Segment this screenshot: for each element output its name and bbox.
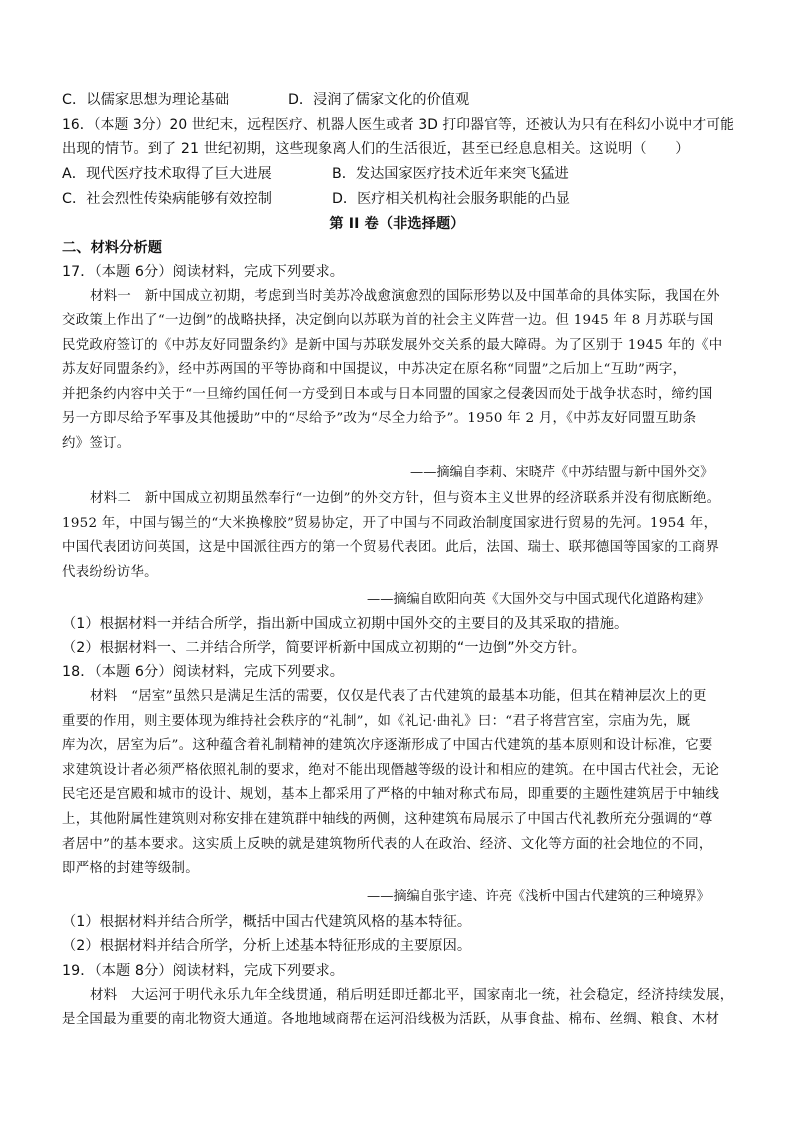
- q18-material-line-3: 库为次，居室为后”。这种蕴含着礼制精神的建筑次序逐渐形成了中国古代建筑的基本原则和设计标准，它要: [62, 738, 713, 753]
- q18-stem: 18．（本题 6分）阅读材料，完成下列要求。: [62, 664, 345, 680]
- q18-material-line-1: 材料 “居室”虽然只是满足生活的需要，仅仅是代表了古代建筑的最基本功能，但其在精神层次上的更: [90, 689, 707, 704]
- q18-ask-1: （1）根据材料并结合所学，概括中国古代建筑风格的基本特征。: [62, 914, 472, 930]
- q17-ask-1: （1）根据材料一并结合所学，指出新中国成立初期中国外交的主要目的及其采取的措施。: [62, 616, 629, 632]
- q17-material-2-line-3: 中国代表团访问英国，这是中国派往西方的第一个贸易代表团。此后，法国、瑞士、联邦德国等国家的工商界: [62, 540, 720, 555]
- q17-material-1-line-3: 民党政府签订的《中苏友好同盟条约》是新中国与苏联发展外交关系的最大障碍。为了区别于 1945 年的《中: [62, 338, 723, 353]
- q16-option-a: A．现代医疗技术取得了巨大进展: [62, 166, 272, 182]
- q17-material-2-source: ——摘编自欧阳向英《大国外交与中国式现代化道路构建》: [367, 592, 710, 607]
- q17-material-1-line-2: 交政策上作出了“一边倒”的战略抉择，决定倒向以苏联为首的社会主义阵营一边。但 1945 年 8 月苏联与国: [62, 313, 714, 328]
- q16-stem-line-2: 出现的情节。到了 21 世纪初期，这些现象离人们的生活很近，甚至已经息息相关。这说明（ ）: [62, 141, 690, 157]
- q16-option-b: B．发达国家医疗技术近年来突飞猛进: [332, 166, 569, 182]
- q17-material-2-line-4: 代表纷纷访华。: [62, 565, 158, 580]
- q17-material-2-line-1: 材料二 新中国成立初期虽然奉行“一边倒”的外交方针，但与资本主义世界的经济联系并没有彻底断绝。: [90, 491, 721, 506]
- q15-option-c: C．以儒家思想为理论基础: [62, 92, 230, 108]
- q17-material-1-line-4: 苏友好同盟条约》，经中苏两国的平等协商和中国提议，中苏决定在原名称“同盟”之后加上“互助”两字，: [62, 362, 687, 377]
- q17-stem: 17．（本题 6分）阅读材料，完成下列要求。: [62, 264, 345, 280]
- q16-option-d: D．医疗相关机构社会服务职能的凸显: [332, 191, 570, 207]
- q18-ask-2: （2）根据材料并结合所学，分析上述基本特征形成的主要原因。: [62, 938, 472, 954]
- q17-material-1-line-1: 材料一 新中国成立初期，考虑到当时美苏冷战愈演愈烈的国际形势以及中国革命的具体实际，我国在外: [90, 289, 720, 304]
- q17-material-1-line-5: 并把条约内容中关于“一旦缔约国任何一方受到日本或与日本同盟的国家之侵袭因而处于战争状态时，缔约国: [62, 387, 713, 402]
- q17-material-1-source: ——摘编自李莉、宋晓芹《中苏结盟与新中国外交》: [410, 465, 714, 480]
- q18-material-line-8: 即严格的封建等级制。: [62, 861, 199, 876]
- part-title: 二、材料分析题: [62, 240, 163, 256]
- q17-material-1-line-7: 约》签订。: [62, 436, 131, 451]
- q18-material-line-6: 上，其他附属性建筑则对称安排在建筑群中轴线的两侧，这种建筑布局展示了中国古代礼教所充分强调的“尊: [62, 812, 713, 827]
- q17-ask-2: （2）根据材料一、二并结合所学，简要评析新中国成立初期的“一边倒”外交方针。: [62, 640, 587, 656]
- q19-material-line-1: 材料 大运河于明代永乐九年全线贯通，稍后明廷即迁都北平，国家南北一统，社会稳定，经济持续发展，: [90, 988, 734, 1003]
- q16-option-c: C．社会烈性传染病能够有效控制: [62, 191, 273, 207]
- q15-option-d: D．浸润了儒家文化的价值观: [288, 92, 470, 108]
- q18-material-line-4: 求建筑设计者必须严格依照礼制的要求，绝对不能出现僭越等级的设计和相应的建筑。在中国古代社会，无论: [62, 763, 720, 778]
- q17-material-2-line-2: 1952 年，中国与锡兰的“大米换橡胶”贸易协定，开了中国与不同政治制度国家进行贸易的先河。1954 年，: [62, 516, 718, 531]
- volume-title: 第 II 卷（非选择题）: [329, 216, 465, 232]
- q18-material-line-7: 者居中”的基本要求。这实质上反映的就是建筑物所代表的人在政治、经济、文化等方面的社会地位的不同，: [62, 837, 713, 852]
- q18-material-line-5: 民宅还是宫殿和城市的设计、规划，基本上都采用了严格的中轴对称式布局，即重要的主题性建筑居于中轴线: [62, 787, 720, 802]
- q18-material-source: ——摘编自张宇逵、许亮《浅析中国古代建筑的三种境界》: [367, 889, 710, 904]
- q17-material-1-line-6: 另一方即尽给予军事及其他援助”中的“尽给予”改为“尽全力给予”。1950 年 2 月，《中苏友好同盟互助条: [62, 411, 697, 426]
- q18-material-line-2: 重要的作用，则主要体现为维持社会秩序的“礼制”，如《礼记·曲礼》曰：“君子将营宫室，宗庙为先，厩: [62, 714, 691, 729]
- q19-material-line-2: 是全国最为重要的南北物资大通道。各地地域商帮在运河沿线极为活跃，从事食盐、棉布、丝绸、粮食、木材: [62, 1012, 720, 1027]
- q16-stem-line-1: 16．（本题 3分）20 世纪末，远程医疗、机器人医生或者 3D 打印器官等，还被认为只有在科幻小说中才可能: [62, 117, 734, 133]
- q19-stem: 19．（本题 8分）阅读材料，完成下列要求。: [62, 963, 345, 979]
